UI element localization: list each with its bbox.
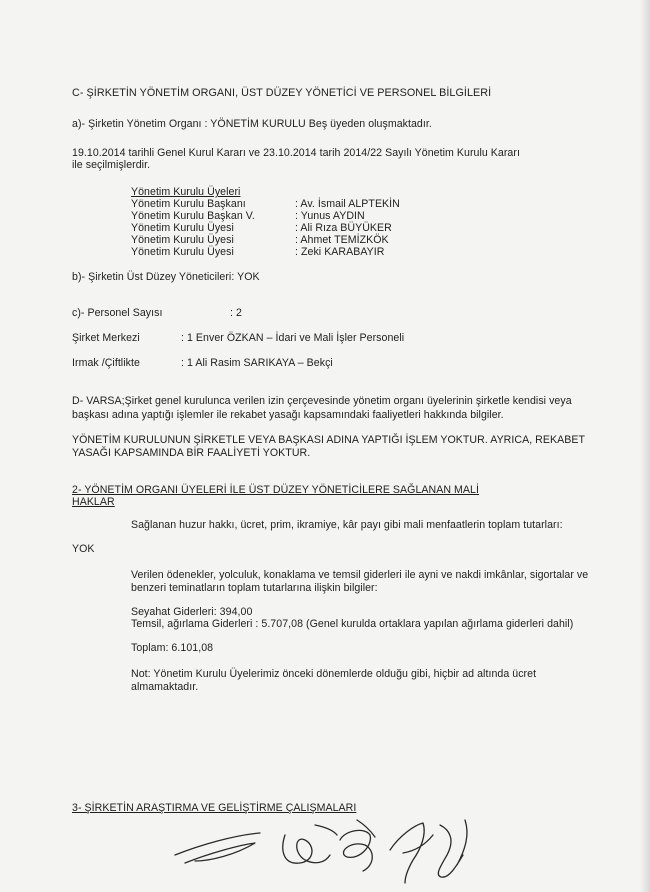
note-line-2: almamaktadır. (131, 681, 199, 693)
signature-4 (390, 820, 467, 883)
travel-expenses: Seyahat Giderleri: 394,00 (131, 606, 253, 618)
section-2-heading-line-1: 2- YÖNETİM ORGANI ÜYELERİ İLE ÜST DÜZEY YÖNETİCİLERE SAĞLANAN MALİ (72, 484, 479, 496)
board-role: Yönetim Kurulu Üyesi (131, 246, 234, 258)
election-line-2: ile seçilmişlerdir. (72, 159, 151, 171)
signature-1 (175, 833, 260, 863)
staff-detail: : 1 Enver ÖZKAN – İdari ve Mali İşler Personeli (181, 332, 405, 344)
senior-management-line: b)- Şirketin Üst Düzey Yöneticileri: YOK (72, 271, 260, 283)
board-member-name: : Ali Rıza BÜYÜKER (295, 222, 392, 234)
board-member-name: : Yunus AYDIN (295, 210, 365, 222)
board-role: Yönetim Kurulu Başkan V. (131, 210, 255, 222)
signature-2 (283, 825, 337, 863)
section-d-answer-2: YASAĞI KAPSAMINDA BİR FAALİYETİ YOKTUR. (72, 447, 311, 459)
section-d-line-2: başkası adına yaptığı işlemler ile rekabet yasağı kapsamındaki faaliyetleri hakkında bilgiler. (72, 409, 504, 421)
page-edge-shadow (640, 0, 650, 892)
board-role: Yönetim Kurulu Üyesi (131, 234, 234, 246)
board-role: Yönetim Kurulu Başkanı (131, 198, 246, 210)
personnel-count-value: : 2 (230, 307, 242, 319)
expenses-line-2: benzeri teminatların toplam tutarlarına ilişkin bilgiler: (131, 582, 378, 594)
staff-place: Irmak /Çiftlikte (72, 357, 140, 369)
section-d-line-1: D- VARSA;Şirket genel kurulunca verilen izin çerçevesinde yönetim organı üyelerinin şirketle kendisi veya (72, 395, 572, 407)
staff-detail: : 1 Ali Rasim SARIKAYA – Bekçi (181, 357, 333, 369)
handwritten-signatures (165, 805, 505, 892)
board-member-name: : Av. İsmail ALPTEKİN (295, 198, 400, 210)
section-c-heading: C- ŞİRKETİN YÖNETİM ORGANI, ÜST DÜZEY YÖNETİCİ VE PERSONEL BİLGİLERİ (72, 87, 492, 99)
note-line-1: Not: Yönetim Kurulu Üyelerimiz önceki dönemlerde olduğu gibi, hiçbir ad altında ücret (131, 668, 537, 680)
board-title: Yönetim Kurulu Üyeleri (131, 186, 241, 198)
signature-3 (340, 820, 375, 871)
personnel-count-label: c)- Personel Sayısı (72, 307, 163, 319)
management-organ-line: a)- Şirketin Yönetim Organı : YÖNETİM KURULU Beş üyeden oluşmaktadır. (72, 118, 432, 130)
staff-place: Şirket Merkezi (72, 332, 140, 344)
election-line-1: 19.10.2014 tarihli Genel Kurul Kararı ve 23.10.2014 tarih 2014/22 Sayılı Yönetim Kurulu Kararı (72, 147, 520, 159)
expenses-line-1: Verilen ödenekler, yolculuk, konaklama ve temsil giderleri ile ayni ve nakdi imkânlar, sigortalar ve (131, 569, 589, 581)
board-role: Yönetim Kurulu Üyesi (131, 222, 234, 234)
board-member-name: : Ahmet TEMİZKÖK (295, 234, 389, 246)
board-member-name: : Zeki KARABAYIR (295, 246, 385, 258)
fees-answer: YOK (72, 543, 95, 555)
total-expenses: Toplam: 6.101,08 (131, 642, 214, 654)
representation-expenses: Temsil, ağırlama Giderleri : 5.707,08 (Genel kurulda ortaklara yapılan ağırlama giderleri dahil) (131, 618, 574, 630)
section-2-heading-line-2: HAKLAR (72, 496, 115, 508)
section-3-heading: 3- ŞİRKETİN ARAŞTIRMA VE GELİŞTİRME ÇALIŞMALARI (72, 802, 357, 814)
fees-line: Sağlanan huzur hakkı, ücret, prim, ikramiye, kâr payı gibi mali menfaatlerin toplam tutarları: (131, 519, 563, 531)
section-d-answer-1: YÖNETİM KURULUNUN ŞİRKETLE VEYA BAŞKASI ADINA YAPTIĞI İŞLEM YOKTUR. AYRICA, REKABET (72, 434, 585, 446)
